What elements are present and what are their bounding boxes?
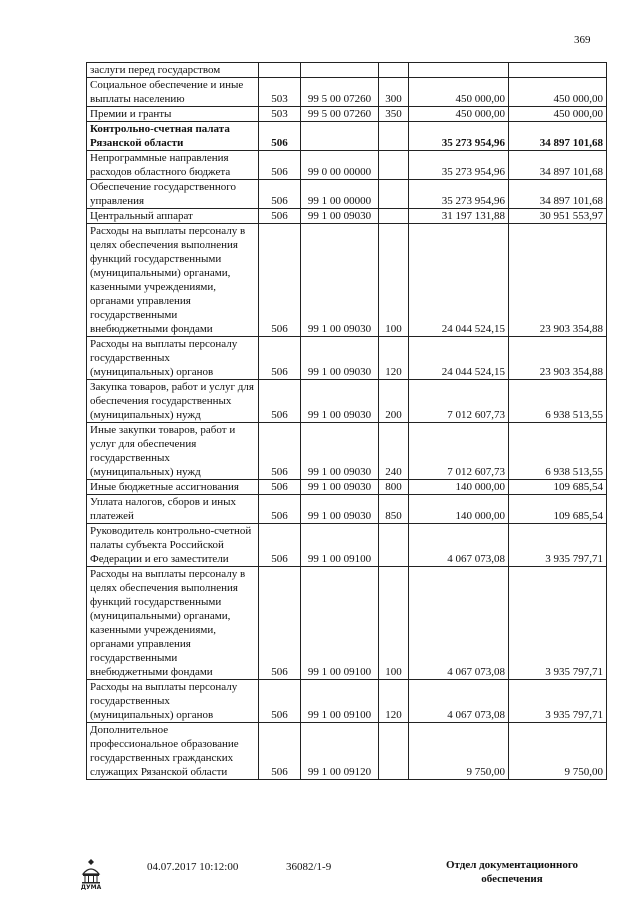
row-csr-code: 99 1 00 00000 [301, 180, 379, 209]
row-name: Уплата налогов, сборов и иных платежей [87, 495, 259, 524]
footer-doc-number: 36082/1-9 [286, 861, 332, 873]
row-gr-code: 506 [259, 495, 301, 524]
row-sum-2019: 23 903 354,88 [509, 224, 607, 337]
row-gr-code: 506 [259, 337, 301, 380]
row-sum-2018: 35 273 954,96 [409, 151, 509, 180]
row-name: Расходы на выплаты персоналу в целях обеспечения выполнения функций государственными (муниципальными) органами, казенными учреждениями, органами управления государственными внебюджетными фондами [87, 224, 259, 337]
row-sum-2019: 9 750,00 [509, 723, 607, 780]
row-name: Непрограммные направления расходов областного бюджета [87, 151, 259, 180]
row-csr-code [301, 122, 379, 151]
table-row [87, 380, 607, 423]
row-sum-2019: 450 000,00 [509, 107, 607, 122]
row-vr-code: 350 [379, 107, 409, 122]
row-name: Социальное обеспечение и иные выплаты населению [87, 78, 259, 107]
row-csr-code: 99 1 00 09120 [301, 723, 379, 780]
row-sum-2018: 140 000,00 [409, 480, 509, 495]
table-row [87, 122, 607, 151]
row-gr-code: 506 [259, 180, 301, 209]
table-row [87, 151, 607, 180]
row-sum-2019: 3 935 797,71 [509, 680, 607, 723]
row-vr-code [379, 122, 409, 151]
row-name: заслуги перед государством [87, 63, 259, 78]
table-row [87, 107, 607, 122]
table-row [87, 567, 607, 680]
row-sum-2018: 31 197 131,88 [409, 209, 509, 224]
row-gr-code: 506 [259, 723, 301, 780]
row-csr-code: 99 1 00 09030 [301, 495, 379, 524]
table-row [87, 495, 607, 524]
row-gr-code: 506 [259, 224, 301, 337]
row-gr-code: 503 [259, 78, 301, 107]
row-sum-2019 [509, 63, 607, 78]
row-sum-2018: 7 012 607,73 [409, 423, 509, 480]
duma-logo-icon [80, 858, 102, 890]
table-row [87, 680, 607, 723]
table-row [87, 180, 607, 209]
row-sum-2018: 4 067 073,08 [409, 567, 509, 680]
row-sum-2019: 109 685,54 [509, 480, 607, 495]
row-sum-2018: 35 273 954,96 [409, 122, 509, 151]
row-csr-code: 99 5 00 07260 [301, 78, 379, 107]
row-sum-2018: 24 044 524,15 [409, 224, 509, 337]
table-row [87, 63, 607, 78]
row-gr-code: 503 [259, 107, 301, 122]
row-name: Контрольно-счетная палата Рязанской области [87, 122, 259, 151]
row-name: Расходы на выплаты персоналу государственных (муниципальных) органов [87, 337, 259, 380]
row-sum-2018: 9 750,00 [409, 723, 509, 780]
row-name: Иные закупки товаров, работ и услуг для обеспечения государственных (муниципальных) нужд [87, 423, 259, 480]
row-name: Закупка товаров, работ и услуг для обеспечения государственных (муниципальных) нужд [87, 380, 259, 423]
svg-text:ДУМА: ДУМА [80, 884, 102, 890]
row-vr-code: 800 [379, 480, 409, 495]
row-gr-code [259, 63, 301, 78]
row-sum-2019: 3 935 797,71 [509, 524, 607, 567]
row-sum-2019: 450 000,00 [509, 78, 607, 107]
row-sum-2019: 34 897 101,68 [509, 180, 607, 209]
row-vr-code: 100 [379, 224, 409, 337]
row-gr-code: 506 [259, 423, 301, 480]
row-csr-code: 99 1 00 09030 [301, 224, 379, 337]
page-footer [0, 858, 640, 898]
footer-department: Отдел документационного обеспечения [445, 859, 579, 885]
row-sum-2018: 7 012 607,73 [409, 380, 509, 423]
row-csr-code: 99 1 00 09030 [301, 480, 379, 495]
row-vr-code [379, 63, 409, 78]
row-vr-code [379, 524, 409, 567]
row-csr-code: 99 1 00 09100 [301, 524, 379, 567]
row-vr-code [379, 723, 409, 780]
table-row [87, 78, 607, 107]
footer-date: 04.07.2017 10:12:00 [147, 861, 239, 873]
row-name: Расходы на выплаты персоналу в целях обеспечения выполнения функций государственными (муниципальными) органами, казенными учреждениями, органами управления государственными внебюджетными фондами [87, 567, 259, 680]
row-sum-2018: 450 000,00 [409, 78, 509, 107]
row-csr-code: 99 1 00 09030 [301, 380, 379, 423]
row-sum-2018: 35 273 954,96 [409, 180, 509, 209]
row-csr-code: 99 1 00 09030 [301, 423, 379, 480]
row-vr-code: 300 [379, 78, 409, 107]
row-vr-code: 200 [379, 380, 409, 423]
row-sum-2019: 3 935 797,71 [509, 567, 607, 680]
row-csr-code: 99 0 00 00000 [301, 151, 379, 180]
row-name: Дополнительное профессиональное образование государственных гражданских служащих Рязанской области [87, 723, 259, 780]
row-name: Расходы на выплаты персоналу государственных (муниципальных) органов [87, 680, 259, 723]
row-csr-code: 99 1 00 09030 [301, 337, 379, 380]
row-vr-code: 850 [379, 495, 409, 524]
row-vr-code: 100 [379, 567, 409, 680]
row-vr-code [379, 209, 409, 224]
row-sum-2019: 34 897 101,68 [509, 122, 607, 151]
page-number: 369 [574, 34, 591, 46]
row-sum-2018: 4 067 073,08 [409, 680, 509, 723]
row-sum-2019: 23 903 354,88 [509, 337, 607, 380]
table-row [87, 224, 607, 337]
row-sum-2018: 24 044 524,15 [409, 337, 509, 380]
row-name: Премии и гранты [87, 107, 259, 122]
row-csr-code: 99 1 00 09030 [301, 209, 379, 224]
row-sum-2018: 4 067 073,08 [409, 524, 509, 567]
row-gr-code: 506 [259, 680, 301, 723]
row-csr-code: 99 5 00 07260 [301, 107, 379, 122]
row-sum-2019: 6 938 513,55 [509, 380, 607, 423]
table-row [87, 423, 607, 480]
table-row [87, 480, 607, 495]
row-vr-code: 120 [379, 680, 409, 723]
row-gr-code: 506 [259, 480, 301, 495]
row-sum-2019: 109 685,54 [509, 495, 607, 524]
row-gr-code: 506 [259, 524, 301, 567]
row-gr-code: 506 [259, 122, 301, 151]
row-name: Центральный аппарат [87, 209, 259, 224]
row-sum-2019: 30 951 553,97 [509, 209, 607, 224]
row-sum-2018: 450 000,00 [409, 107, 509, 122]
row-vr-code: 240 [379, 423, 409, 480]
table-row [87, 723, 607, 780]
row-gr-code: 506 [259, 567, 301, 680]
row-csr-code [301, 63, 379, 78]
row-name: Руководитель контрольно-счетной палаты субъекта Российской Федерации и его заместители [87, 524, 259, 567]
row-csr-code: 99 1 00 09100 [301, 567, 379, 680]
row-sum-2018 [409, 63, 509, 78]
row-csr-code: 99 1 00 09100 [301, 680, 379, 723]
row-gr-code: 506 [259, 380, 301, 423]
row-name: Иные бюджетные ассигнования [87, 480, 259, 495]
row-sum-2019: 6 938 513,55 [509, 423, 607, 480]
table-row [87, 337, 607, 380]
row-vr-code [379, 180, 409, 209]
row-vr-code [379, 151, 409, 180]
row-name: Обеспечение государственного управления [87, 180, 259, 209]
row-gr-code: 506 [259, 151, 301, 180]
row-gr-code: 506 [259, 209, 301, 224]
table-row [87, 524, 607, 567]
budget-table [86, 62, 607, 780]
row-sum-2019: 34 897 101,68 [509, 151, 607, 180]
table-row [87, 209, 607, 224]
row-vr-code: 120 [379, 337, 409, 380]
row-sum-2018: 140 000,00 [409, 495, 509, 524]
